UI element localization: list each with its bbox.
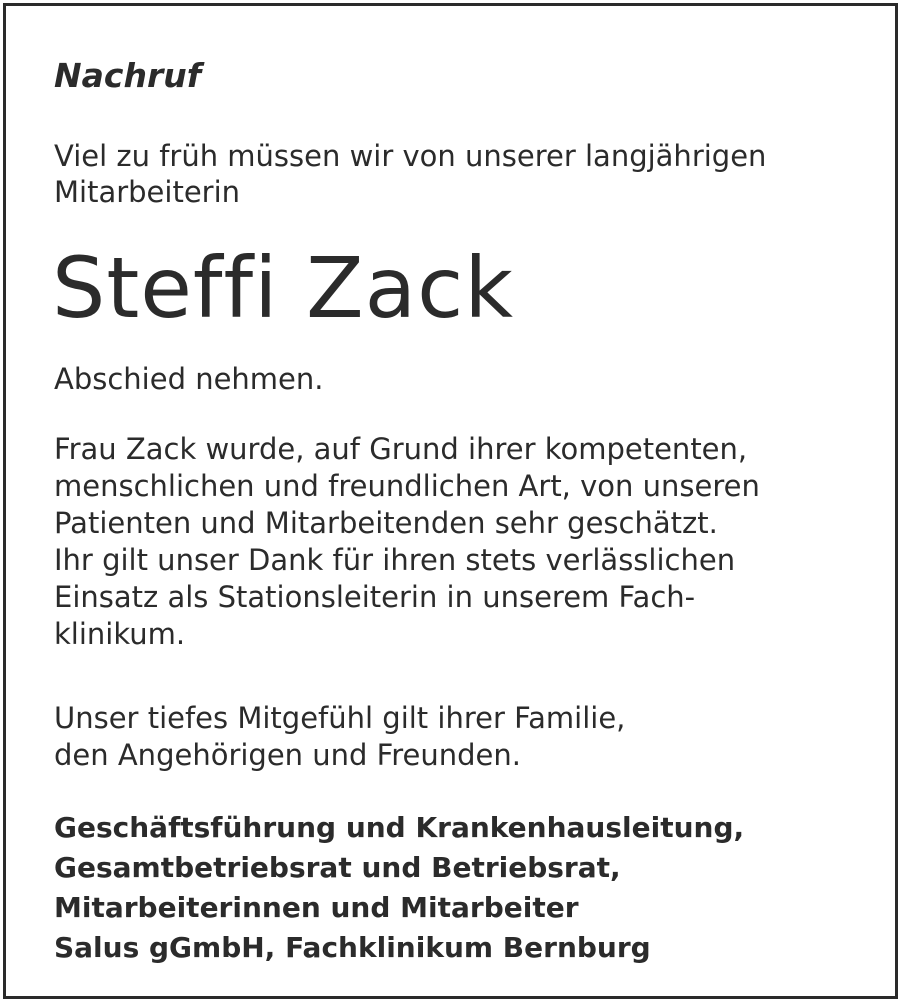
condolence-line: Unser tiefes Mitgefühl gilt ihrer Familie, (54, 701, 626, 735)
signature-line: Gesamtbetriebsrat und Betriebsrat, (54, 851, 621, 884)
tribute-line: Frau Zack wurde, auf Grund ihrer kompetenten, (54, 432, 748, 466)
intro-line: Mitarbeiterin (54, 175, 241, 209)
tribute-line: klinikum. (54, 617, 186, 651)
signature-block (54, 808, 744, 968)
signature-line: Geschäftsführung und Krankenhausleitung, (54, 811, 745, 844)
tribute-paragraph (54, 431, 760, 653)
signature-line: Mitarbeiterinnen und Mitarbeiter (54, 891, 579, 924)
condolence-paragraph (54, 700, 625, 774)
tribute-line: Einsatz als Stationsleiterin in unserem Fach- (54, 580, 696, 614)
tribute-line: menschlichen und freundlichen Art, von unseren (54, 469, 760, 503)
signature-line: Salus gGmbH, Fachklinikum Bernburg (54, 931, 651, 964)
intro-line: Viel zu früh müssen wir von unserer langjährigen (54, 139, 767, 173)
deceased-name: Steffi Zack (52, 239, 514, 337)
obituary-heading: Nachruf (54, 56, 202, 95)
tribute-line: Patienten und Mitarbeitenden sehr geschätzt. (54, 506, 718, 540)
farewell-text: Abschied nehmen. (54, 362, 324, 396)
intro-text (54, 138, 766, 210)
obituary-frame (3, 3, 898, 999)
tribute-line: Ihr gilt unser Dank für ihren stets verlässlichen (54, 543, 736, 577)
condolence-line: den Angehörigen und Freunden. (54, 738, 521, 772)
